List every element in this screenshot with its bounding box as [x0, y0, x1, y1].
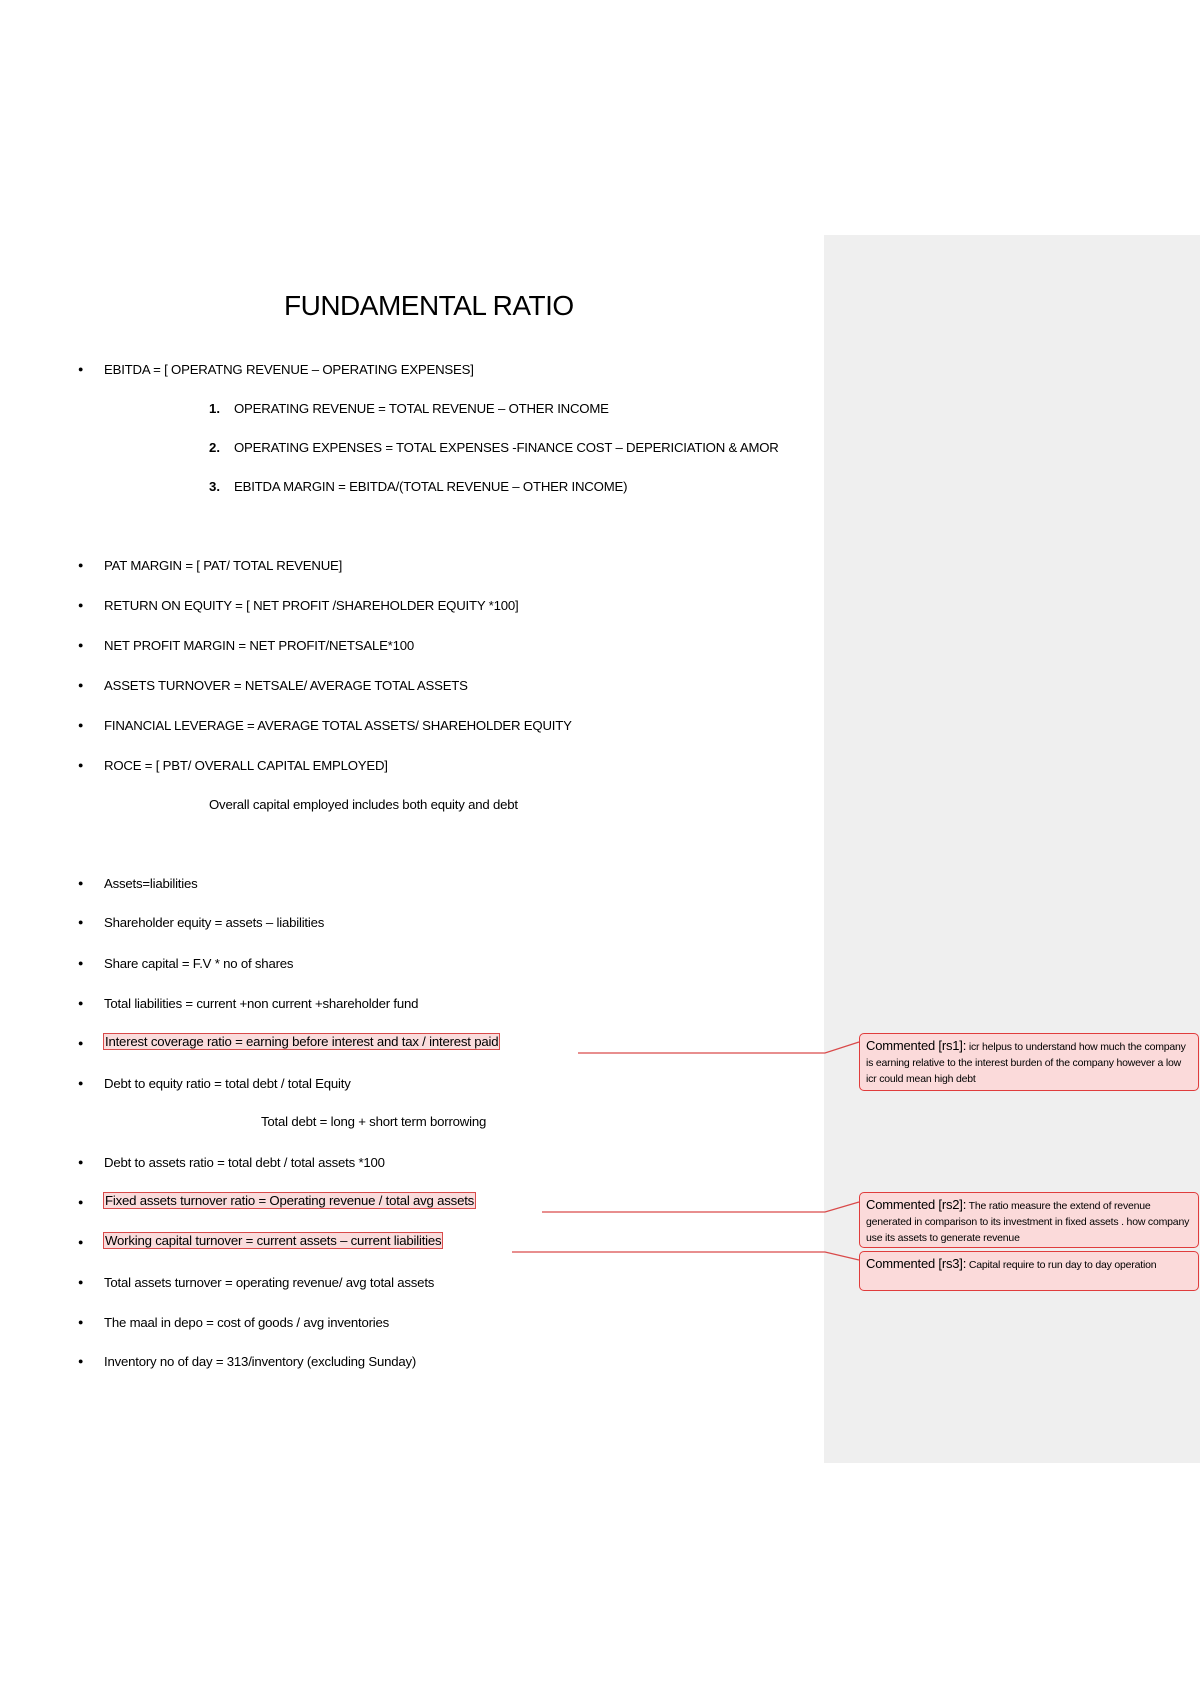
comment-box-rs2[interactable]	[859, 1192, 1199, 1248]
comment-tag: Commented [rs1]:	[866, 1038, 967, 1053]
list-item: Shareholder equity = assets – liabilities	[104, 915, 325, 930]
list-item: Share capital = F.V * no of shares	[104, 956, 294, 971]
bullet-icon: ●	[78, 1197, 84, 1207]
list-item: ASSETS TURNOVER = NETSALE/ AVERAGE TOTAL ASSETS	[104, 678, 468, 693]
comment-tag: Commented [rs2]:	[866, 1197, 967, 1212]
bullet-icon: ●	[78, 1237, 84, 1247]
bullet-icon: ●	[78, 1277, 84, 1287]
bullet-icon: ●	[78, 878, 84, 888]
list-item: NET PROFIT MARGIN = NET PROFIT/NETSALE*100	[104, 638, 415, 653]
bullet-icon: ●	[78, 1157, 84, 1167]
bullet-icon: ●	[78, 760, 84, 770]
list-number: 2.	[209, 440, 220, 455]
sub-item-ebitda-margin: EBITDA MARGIN = EBITDA/(TOTAL REVENUE – OTHER INCOME)	[234, 479, 628, 494]
highlight-rs2[interactable]: Fixed assets turnover ratio = Operating revenue / total avg assets	[105, 1193, 475, 1208]
highlight-rs3[interactable]: Working capital turnover = current assets – current liabilities	[105, 1233, 442, 1248]
bullet-icon: ●	[78, 958, 84, 968]
list-item: The maal in depo = cost of goods / avg inventories	[104, 1315, 390, 1330]
debt-note: Total debt = long + short term borrowing	[261, 1114, 487, 1129]
document-title: FUNDAMENTAL RATIO	[284, 290, 574, 321]
roce-note: Overall capital employed includes both equity and debt	[209, 797, 518, 812]
list-item: RETURN ON EQUITY = [ NET PROFIT /SHAREHOLDER EQUITY *100]	[104, 598, 519, 613]
list-item: FINANCIAL LEVERAGE = AVERAGE TOTAL ASSETS/ SHAREHOLDER EQUITY	[104, 718, 572, 733]
highlight-rs1[interactable]: Interest coverage ratio = earning before interest and tax / interest paid	[105, 1034, 499, 1049]
commented-text-rs2[interactable]	[103, 1193, 476, 1208]
comment-tag: Commented [rs3]:	[866, 1256, 967, 1271]
comment-text: Capital require to run day to day operation	[968, 1259, 1157, 1271]
comment-box-rs3[interactable]	[859, 1251, 1199, 1291]
list-item: Debt to assets ratio = total debt / total assets *100	[104, 1155, 385, 1170]
sub-item-operating-revenue: OPERATING REVENUE = TOTAL REVENUE – OTHER INCOME	[234, 401, 609, 416]
bullet-icon: ●	[78, 1038, 84, 1048]
list-item: Total assets turnover = operating revenue/ avg total assets	[104, 1275, 435, 1290]
ebitda-line: EBITDA = [ OPERATNG REVENUE – OPERATING EXPENSES]	[104, 362, 474, 377]
list-item: Total liabilities = current +non current +shareholder fund	[104, 996, 419, 1011]
bullet-icon: ●	[78, 1078, 84, 1088]
list-item: Inventory no of day = 313/inventory (excluding Sunday)	[104, 1354, 417, 1369]
sub-item-operating-expenses: OPERATING EXPENSES = TOTAL EXPENSES -FINANCE COST – DEPERICIATION & AMOR	[234, 440, 779, 455]
list-number: 1.	[209, 401, 220, 416]
bullet-icon: ●	[78, 917, 84, 927]
list-item: Debt to equity ratio = total debt / total Equity	[104, 1076, 351, 1091]
bullet-icon: ●	[78, 1317, 84, 1327]
comment-text: The ratio measure the extend of revenue generated in comparison to its investment in fixed assets . how company use its assets to generate revenue	[866, 1200, 1190, 1244]
bullet-icon: ●	[78, 600, 84, 610]
bullet-icon: ●	[78, 1356, 84, 1366]
bullet-icon: ●	[78, 364, 84, 374]
bullet-icon: ●	[78, 680, 84, 690]
commented-text-rs3[interactable]	[103, 1233, 443, 1248]
comment-text: icr helpus to understand how much the company is earning relative to the interest burden of the company however a low icr could mean high debt	[866, 1041, 1186, 1085]
list-item: ROCE = [ PBT/ OVERALL CAPITAL EMPLOYED]	[104, 758, 388, 773]
list-item: PAT MARGIN = [ PAT/ TOTAL REVENUE]	[104, 558, 343, 573]
bullet-icon: ●	[78, 640, 84, 650]
list-item: Assets=liabilities	[104, 876, 198, 891]
commented-text-rs1[interactable]	[103, 1034, 500, 1049]
bullet-icon: ●	[78, 998, 84, 1008]
bullet-icon: ●	[78, 560, 84, 570]
bullet-icon: ●	[78, 720, 84, 730]
list-number: 3.	[209, 479, 220, 494]
comment-box-rs1[interactable]	[859, 1033, 1199, 1091]
